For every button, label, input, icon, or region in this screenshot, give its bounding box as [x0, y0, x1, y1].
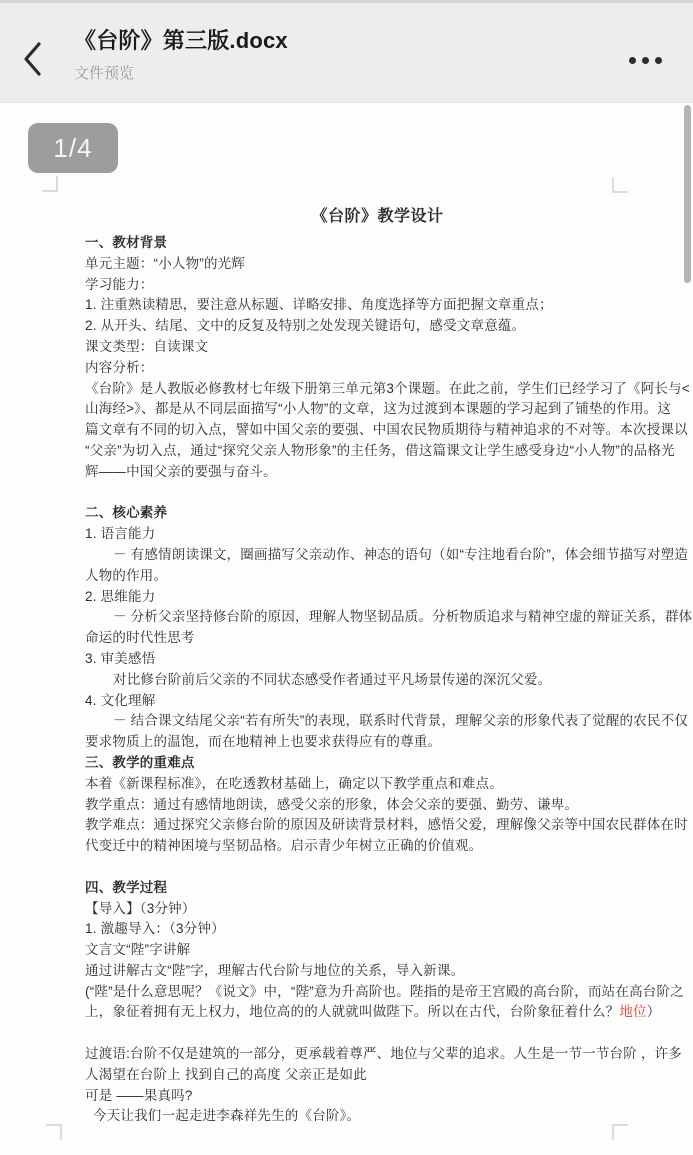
doc-blank-line: [85, 483, 670, 504]
doc-text-line: 学习能力：: [85, 276, 154, 292]
doc-text-line: 可是 ——果真吗?: [85, 1087, 193, 1103]
doc-text-line: [85, 1002, 670, 1023]
doc-text-line: 篇文章有不同的切入点，譬如中国父亲的要强、中国农民物质期待与精神追求的不对等。本次授课以: [85, 422, 688, 438]
document-page: [85, 206, 693, 1127]
doc-text-line: 山海经>》、都是从不同层面描写“小人物”的文章，这为过渡到本课题的学习起到了铺垫的作用。这: [85, 401, 672, 417]
page-corner-mark-bottom-left: [46, 1124, 62, 1140]
doc-text-line: 教学难点：通过探究父亲修台阶的原因及研读背景材料，感悟父爱，理解像父亲等中国农民群体在时: [85, 817, 688, 833]
doc-text-line: 本着《新课程标准》，在吃透教材基础上，确定以下教学重点和难点。: [85, 775, 503, 791]
doc-text-line: 1. 语言能力: [85, 526, 156, 542]
doc-text-line: 人渴望在台阶上 找到自己的高度 父亲正是如此: [85, 1066, 367, 1082]
page-indicator-badge: 1/4: [28, 123, 118, 173]
doc-text-line: 要求物质上的温饱，而在地精神上也要求获得应有的尊重。: [85, 734, 442, 750]
doc-text-line: － 分析父亲坚持修台阶的原因，理解人物坚韧品质。分析物质追求与精神空虚的辩证关系，群体: [113, 609, 693, 625]
file-title: 《台阶》第三版.docx: [74, 28, 288, 53]
doc-text-line: 【导入】（3分钟）: [85, 900, 196, 916]
doc-text-line: 内容分析：: [85, 359, 154, 375]
doc-text-line: 课文类型：自读课文: [85, 338, 209, 354]
doc-text-line: 3. 审美感悟: [85, 650, 156, 666]
document-body: [85, 233, 693, 1127]
doc-text-line: 今天让我们一起走进李森祥先生的《台阶》。: [93, 1108, 361, 1124]
doc-text-line: 过渡语:台阶不仅是建筑的一部分，更承载着尊严、地位与父辈的追求。人生是一节一节台阶 ，许多: [85, 1046, 682, 1062]
doc-text-line: 2. 思维能力: [85, 588, 156, 604]
doc-text-line: 《台阶》是人教版必修教材七年级下册第三单元第3个课题。在此之前，学生们已经学习了《阿长与<: [85, 380, 690, 396]
highlighted-text: 地位: [619, 1004, 647, 1020]
scrollbar-thumb[interactable]: [684, 105, 691, 283]
more-options-button[interactable]: [621, 45, 669, 75]
back-button[interactable]: [18, 37, 52, 81]
doc-text-line: 1. 注重熟读精思，要注意从标题、详略安排、角度选择等方面把握文章重点；: [85, 297, 553, 313]
doc-text-line: 文言文“陛”字讲解: [85, 942, 191, 958]
doc-text-line: 单元主题：“小人物”的光辉: [85, 255, 246, 271]
doc-blank-line: [85, 857, 670, 878]
file-subtitle: 文件预览: [74, 65, 135, 82]
doc-text-line: 人物的作用。: [85, 567, 168, 583]
chevron-left-icon: [18, 41, 52, 77]
doc-text-line: 教学重点：通过有感情地朗读，感受父亲的形象，体会父亲的要强、勤劳、谦卑。: [85, 796, 579, 812]
doc-blank-line: [85, 1023, 670, 1044]
doc-text-line: (“陛”是什么意思呢？《说文》中，“陛”意为升高阶也。陛指的是帝王宫殿的高台阶，而站在高台阶之: [85, 983, 684, 999]
doc-text-line: 对比修台阶前后父亲的不同状态感受作者通过平凡场景传递的深沉父爱。: [113, 671, 552, 687]
header-title-block: [74, 24, 288, 83]
page-corner-mark-top-left: [42, 176, 58, 192]
doc-heading-line: 三、教学的重难点: [85, 754, 195, 770]
ellipsis-icon: [629, 57, 662, 64]
doc-text-line: 代变迁中的精神困境与坚韧品格。启示青少年树立正确的价值观。: [85, 838, 483, 854]
doc-text-line: 1. 激趣导入：（3分钟）: [85, 921, 225, 937]
doc-heading-line: 二、核心素养: [85, 505, 168, 521]
doc-text-line: － 结合课文结尾父亲“若有所失”的表现，联系时代背景，理解父亲的形象代表了觉醒的农民不仅: [113, 713, 689, 729]
header-bar: [0, 3, 693, 103]
doc-text-line: 命运的时代性思考: [85, 630, 195, 646]
page-corner-mark-top-right: [612, 177, 628, 193]
doc-text-segment: ）: [646, 1004, 661, 1020]
document-title: 《台阶》教学设计: [311, 208, 444, 225]
doc-text-line: 辉——中国父亲的要强与奋斗。: [85, 463, 277, 479]
doc-text-line: 通过讲解古文“陛”字，理解古代台阶与地位的关系，导入新课。: [85, 962, 465, 978]
doc-heading-line: 一、教材背景: [85, 235, 168, 250]
doc-text-segment: 上，象征着拥有无上权力，地位高的的人就就叫做陛下。所以在古代，台阶象征着什么？: [85, 1004, 620, 1020]
doc-text-line: “父亲”为切入点，通过“探究父亲人物形象”的主任务，借这篇课文让学生感受身边“小人物”的品格光: [85, 442, 675, 458]
doc-text-line: 2. 从开头、结尾、文中的反复及特别之处发现关键语句，感受文章意蕴。: [85, 318, 526, 334]
doc-text-line: 4. 文化理解: [85, 692, 156, 708]
doc-heading-line: 四、教学过程: [85, 879, 168, 895]
doc-text-line: － 有感情朗读课文，圈画描写父亲动作、神态的语句（如“专注地看台阶”，体会细节描写对塑造: [113, 546, 689, 562]
